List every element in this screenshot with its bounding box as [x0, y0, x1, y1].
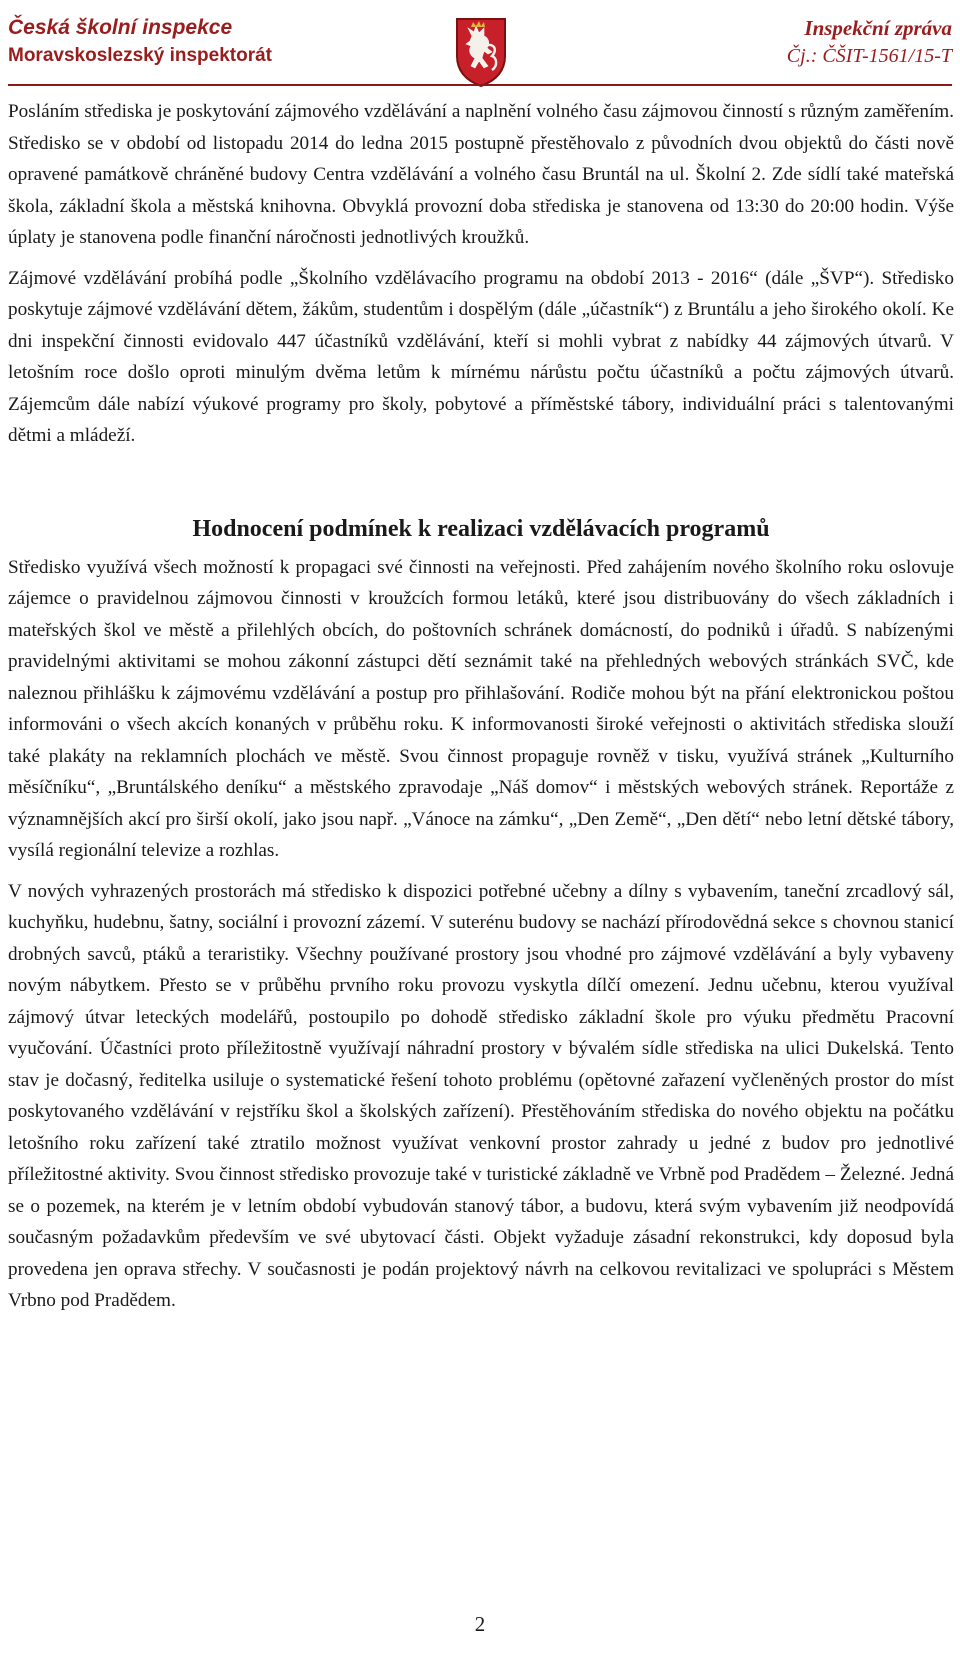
coat-of-arms-icon — [454, 16, 508, 88]
doc-reference: Čj.: ČŠIT-1561/15-T — [786, 45, 952, 67]
paragraph: V nových vyhrazených prostorách má středisko k dispozici potřebné učebny a dílny s vybavením, taneční zrcadlový sál, kuchyňku, hudebnu, šatny, sociální i provozní zázemí. V suterénu budovy se nachází přírodovědná sekce s chovnou stanicí drobných savců, ptáků a teraristiky. Všechny používané prostory jsou vhodné pro zájmové vzdělávání a byly vybaveny novým nábytkem. Přesto se v průběhu prvního roku provozu vyskytla dílčí omezení. Jednu učebnu, kterou využíval zájmový útvar leteckých modelářů, postoupilo po dohodě středisko základní škole pro výuku předmětu Pracovní vyučování. Účastníci proto příležitostně využívají náhradní prostory v bývalém sídle střediska na ulici Dukelská. Tento stav je dočasný, ředitelka usiluje o systematické řešení tohoto problému (opětovné zařazení vyčleněných prostor do míst poskytovaného vzdělávání v rejstříku škol a školských zařízení). Přestěhováním střediska do nového objektu na počátku letošního roku zařízení také ztratilo možnost využívat venkovní prostor zahrady u jedné z budov pro jednotlivé příležitostné aktivity. Svou činnost středisko provozuje také v turistické základně ve Vrbně pod Pradědem – Železné. Jedná se o pozemek, na kterém je v letním období vybudován stanový tábor, a budovu, která svým vybavením již neodpovídá současným požadavkům především ve své ubytovací části. Objekt vyžaduje zásadní rekonstrukci, kdy doposud byla provedena jen oprava střechy. V současnosti je podán projektový návrh na celkovou revitalizaci ve spolupráci s Městem Vrbno pod Pradědem. — [8, 880, 954, 1311]
header-rule — [8, 84, 952, 86]
page-number: 2 — [474, 1612, 486, 1636]
doc-type: Inspekční zpráva — [804, 16, 952, 40]
org-unit: Moravskoslezský inspektorát — [8, 45, 273, 66]
page-header — [8, 14, 952, 84]
section-heading: Hodnocení podmínek k realizaci vzdělávacích programů — [192, 515, 770, 542]
header-right — [787, 14, 952, 70]
paragraph: Středisko využívá všech možností k propagaci své činnosti na veřejnosti. Před zahájením nového školního roku oslovuje zájemce o pravidelnou zájmovou činnosti v kroužcích formou letáků, které jsou distribuovány do všech základních i mateřských škol ve městě a přilehlých obcích, do poštovních schránek domácností, do podniků i úřadů. S nabízenými pravidelnými aktivitami se mohou zákonní zástupci dětí seznámit také na přehledných webových stránkách SVČ, kde naleznou přihlášku k zájmovému vzdělávání a postup pro přihlašování. Rodiče mohou být na přání elektronickou poštou informováni o všech akcích konaných v průběhu roku. K informovanosti široké veřejnosti o aktivitách střediska slouží také plakáty na reklamních plochách ve městě. Svou činnost propaguje rovněž v tisku, využívá stránek „Kulturního měsíčníku“, „Bruntálského deníku“ a městského zpravodaje „Náš domov“ i městských webových stránek. Reportáže z významnějších akcí pro širší okolí, jako jsou např. „Vánoce na zámku“, „Den Země“, „Den dětí“ nebo letní dětské tábory, vysílá regionální televize a rozhlas. — [8, 556, 954, 861]
header-left — [8, 14, 272, 70]
document-body — [8, 96, 954, 1326]
org-name: Česká školní inspekce — [8, 16, 233, 39]
paragraph: Zájmové vzdělávání probíhá podle „Školního vzdělávacího programu na období 2013 - 2016“ (dále „ŠVP“). Středisko poskytuje zájmové vzdělávání dětem, žákům, studentům i dospělým (dále „účastník“) z Bruntálu a jeho širokého okolí. Ke dni inspekční činnosti evidovalo 447 účastníků vzdělávání, kteří si mohli vybrat z nabídky 44 zájmových útvarů. V letošním roce došlo oproti minulým dvěma letům k mírnému nárůstu počtu účastníků a počtu zájmových útvarů. Zájemcům dále nabízí výukové programy pro školy, pobytové a příměstské tábory, individuální práci s talentovanými dětmi a mládeží. — [8, 267, 954, 446]
paragraph: Posláním střediska je poskytování zájmového vzdělávání a naplnění volného času zájmovou činností s různým zaměřením. Středisko se v období od listopadu 2014 do ledna 2015 postupně přestěhovalo z původních dvou objektů do části nově opravené památkově chráněné budovy Centra vzdělávání a volného času Bruntál na ul. Školní 2. Zde sídlí také mateřská škola, základní škola a městská knihovna. Obvyklá provozní doba střediska je stanovena od 13:30 do 20:00 hodin. Výše úplaty je stanovena podle finanční náročnosti jednotlivých kroužků. — [8, 101, 954, 248]
